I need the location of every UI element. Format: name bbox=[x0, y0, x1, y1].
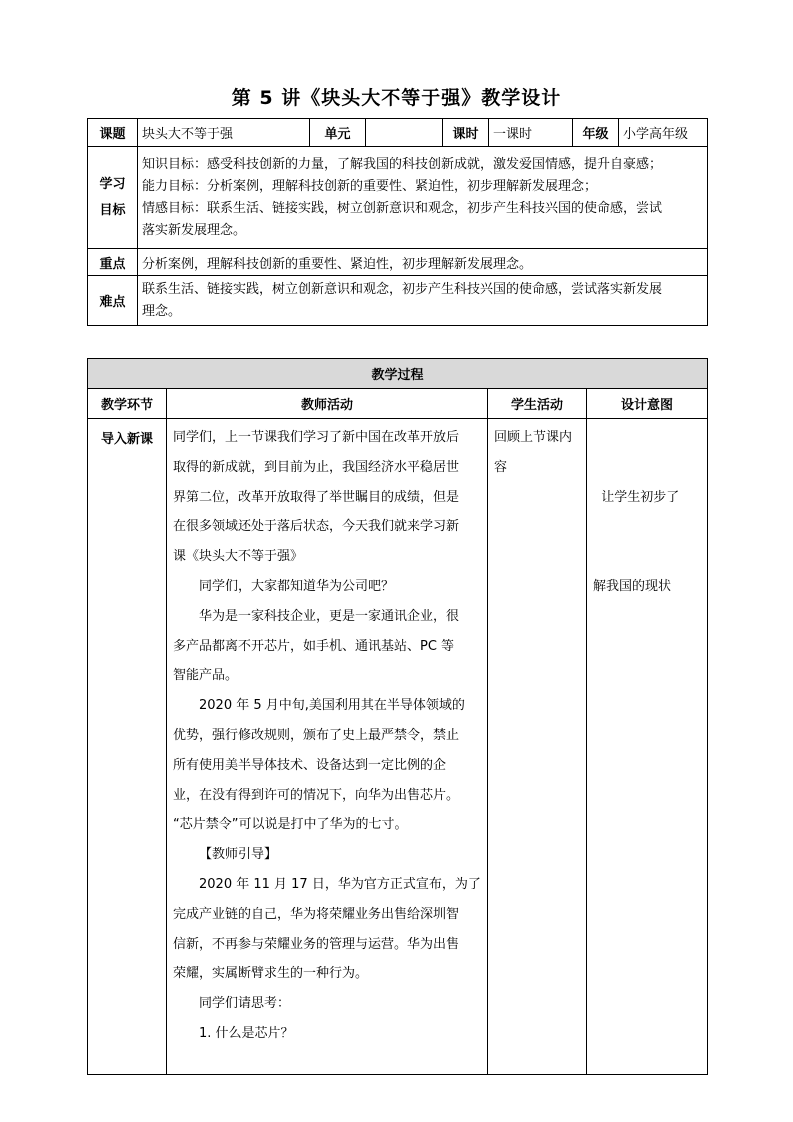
student-activity bbox=[488, 419, 587, 1075]
ability-objective: 能力目标：分析案例，理解科技创新的重要性、紧迫性，初步理解新发展理念； bbox=[142, 178, 598, 194]
course-label: 课题 bbox=[88, 119, 138, 147]
teacher-p1 bbox=[173, 423, 481, 572]
teacher-p4 bbox=[173, 691, 481, 840]
text-line: 完成产业链的自己，华为将荣耀业务出售给深圳智 bbox=[173, 906, 460, 922]
text-line: 荣耀，实属断臂求生的一种行为。 bbox=[173, 966, 369, 982]
text-line: “芯片禁令”可以说是打中了华为的七寸。 bbox=[173, 817, 408, 833]
period-value: 一课时 bbox=[489, 119, 573, 147]
header-intent: 设计意图 bbox=[587, 389, 708, 419]
design-intent bbox=[587, 419, 708, 1075]
objectives-label-line-1: 学习 bbox=[99, 176, 126, 192]
text-line: 在很多领域还处于落后状态，今天我们就来学习新 bbox=[173, 519, 460, 535]
teacher-p5 bbox=[173, 870, 481, 989]
lesson-info-table bbox=[87, 118, 708, 326]
text-line: 信新，不再参与荣耀业务的管理与运营。华为出售 bbox=[173, 936, 460, 952]
difficulty-label: 难点 bbox=[88, 276, 138, 326]
text-line: 容 bbox=[494, 459, 508, 475]
difficulty-line-2: 理念。 bbox=[142, 303, 182, 319]
objectives-label-line-2: 目标 bbox=[99, 202, 126, 218]
teacher-activity bbox=[167, 419, 488, 1075]
teacher-question-1: 1. 什么是芯片？ bbox=[199, 1025, 294, 1041]
text-line: 取得的新成就，到目前为止，我国经济水平稳居世 bbox=[173, 459, 460, 475]
stage-label: 导入新课 bbox=[88, 419, 167, 1075]
objectives-label bbox=[88, 147, 138, 249]
header-student: 学生活动 bbox=[488, 389, 587, 419]
text-line: 所有使用美半导体技术、设备达到一定比例的企 bbox=[173, 757, 447, 773]
text-line: 课《块头大不等于强》 bbox=[173, 549, 304, 565]
header-stage: 教学环节 bbox=[88, 389, 167, 419]
text-line: 多产品都离不开芯片，如手机、通讯基站、PC 等 bbox=[173, 638, 455, 654]
intro-row bbox=[88, 419, 708, 1075]
unit-label: 单元 bbox=[310, 119, 366, 147]
text-line: 解我国的现状 bbox=[593, 578, 672, 594]
teacher-guide: 【教师引导】 bbox=[199, 847, 278, 863]
emotion-objective-line-2: 落实新发展理念。 bbox=[142, 222, 247, 238]
text-line: 回顾上节课内 bbox=[494, 430, 573, 445]
grade-label: 年级 bbox=[573, 119, 619, 147]
info-row bbox=[88, 119, 708, 147]
course-value: 块头大不等于强 bbox=[138, 119, 310, 147]
text-line: 智能产品。 bbox=[173, 668, 239, 684]
period-label: 课时 bbox=[443, 119, 489, 147]
text-line: 界第二位，改革开放取得了举世瞩目的成绩，但是 bbox=[173, 489, 460, 505]
text-line: 让学生初步了 bbox=[593, 489, 680, 505]
teacher-p3 bbox=[173, 602, 481, 691]
unit-value bbox=[366, 119, 443, 147]
teacher-p6: 同学们请思考： bbox=[199, 996, 291, 1012]
text-line: 2020 年 5 月中旬,美国利用其在半导体领域的 bbox=[199, 698, 465, 714]
text-line: 优势，强行修改规则，颁布了史上最严禁令，禁止 bbox=[173, 727, 460, 743]
objectives-row bbox=[88, 147, 708, 249]
process-header-row bbox=[88, 389, 708, 419]
key-point-text: 分析案例，理解科技创新的重要性、紧迫性，初步理解新发展理念。 bbox=[138, 249, 708, 276]
difficulty-line-1: 联系生活、链接实践，树立创新意识和观念，初步产生科技兴国的使命感，尝试落实新发展 bbox=[142, 281, 663, 297]
key-point-row bbox=[88, 249, 708, 276]
header-teacher: 教师活动 bbox=[167, 389, 488, 419]
grade-value: 小学高年级 bbox=[619, 119, 708, 147]
text-line: 业，在没有得到许可的情况下，向华为出售芯片。 bbox=[173, 787, 460, 803]
teacher-p2: 同学们，大家都知道华为公司吧？ bbox=[199, 578, 395, 594]
text-line: 华为是一家科技企业，更是一家通讯企业，很 bbox=[199, 608, 460, 624]
knowledge-objective: 知识目标：感受科技创新的力量，了解我国的科技创新成就，激发爱国情感，提升自豪感； bbox=[142, 156, 663, 172]
emotion-objective-line-1: 情感目标：联系生活、链接实践，树立创新意识和观念，初步产生科技兴国的使命感，尝试 bbox=[142, 200, 663, 216]
process-section-row bbox=[88, 359, 708, 389]
difficulty-text bbox=[138, 276, 708, 326]
text-line: 同学们，上一节课我们学习了新中国在改革开放后 bbox=[173, 430, 460, 445]
difficulty-row bbox=[88, 276, 708, 326]
text-line: 2020 年 11 月 17 日，华为官方正式宣布，为了 bbox=[199, 876, 481, 892]
key-point-label: 重点 bbox=[88, 249, 138, 276]
objectives-content bbox=[138, 147, 708, 249]
teaching-process-table bbox=[87, 358, 708, 1075]
process-section-title: 教学过程 bbox=[88, 359, 708, 389]
document-title: 第 5 讲《块头大不等于强》教学设计 bbox=[231, 87, 562, 109]
